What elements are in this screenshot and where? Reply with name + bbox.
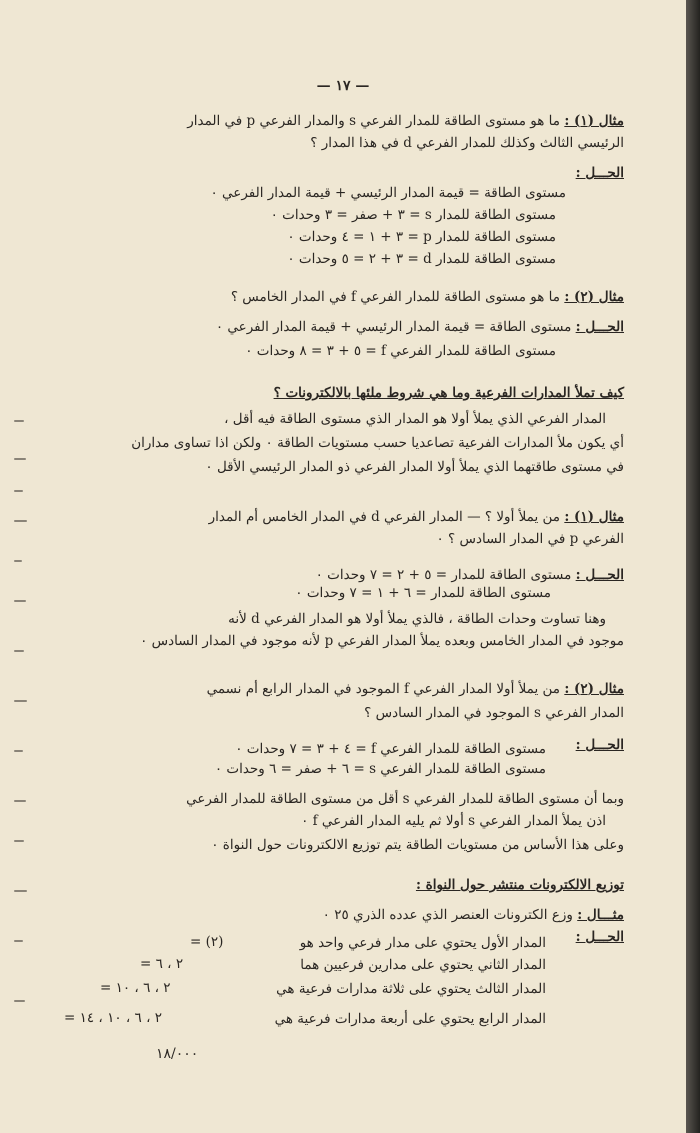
- example1-line: مستوى الطاقة للمدار p = ٣ + ١ = ٤ وحدات ٠: [287, 229, 556, 245]
- example3-conclusion-line: وهنا تساوت وحدات الطاقة ، فالذي يملأ أولا هو المدار الفرعي d لأنه: [228, 611, 606, 627]
- section2-line: المدار الرابع يحتوي على أربعة مدارات فرعية هي: [274, 1011, 546, 1027]
- example1-solution-label: الحـــل :: [575, 165, 624, 181]
- section1-paragraph-line: أي يكون ملأ المدارات الفرعية تصاعديا حسب مستويات الطاقة ٠ ولكن اذا تساوى مداران: [131, 435, 624, 451]
- example4-conclusion-line: وعلى هذا الأساس من مستويات الطاقة يتم توزيع الالكترونات حول النواة ٠: [211, 837, 624, 853]
- example1-line: مستوى الطاقة للمدار s = ٣ + صفر = ٣ وحدات ٠: [270, 207, 556, 223]
- footer-code: ١٨/٠٠٠: [156, 1046, 199, 1062]
- example3-line: الحـــل : مستوى الطاقة للمدار = ٥ + ٢ = ٧ وحدات ٠: [315, 567, 624, 583]
- section2-example: مثـــال : وزع الكترونات العنصر الذي عدده الذري ٢٥ ٠: [322, 907, 624, 923]
- example1-question-line1: مثال (١) : ما هو مستوى الطاقة للمدار الفرعي s والمدار الفرعي p في المدار: [187, 113, 624, 129]
- example1-line: مستوى الطاقة للمدار d = ٣ + ٢ = ٥ وحدات ٠: [287, 251, 556, 267]
- section1-paragraph-line: المدار الفرعي الذي يملأ أولا هو المدار الذي مستوى الطاقة فيه أقل ،: [224, 411, 606, 427]
- section2-solution-label: الحـــل :: [575, 929, 624, 945]
- example3-question-line2: الفرعي p في المدار السادس ؟ ٠: [436, 531, 624, 547]
- section2-value: = ٢ ، ٦ ، ١٠ ، ١٤: [64, 1010, 163, 1026]
- section2-value: = ٢ ، ٦: [140, 956, 184, 972]
- page-number: — ١٧ —: [316, 78, 370, 94]
- section2-example-label: مثـــال :: [577, 907, 624, 923]
- section2-value: = (٢): [190, 934, 224, 950]
- example4-solution-label: الحـــل :: [575, 737, 624, 753]
- example3-solution-label: الحـــل :: [575, 567, 624, 583]
- example4-question-line1: مثال (٢) : من يملأ أولا المدار الفرعي f الموجود في المدار الرابع أم نسمي: [206, 681, 624, 697]
- example1-question-line2: الرئيسي الثالث وكذلك للمدار الفرعي d في هذا المدار ؟: [310, 135, 624, 151]
- example2-line: مستوى الطاقة للمدار الفرعي f = ٥ + ٣ = ٨ وحدات ٠: [245, 343, 556, 359]
- example3-question-line1: مثال (١) : من يملأ أولا ؟ — المدار الفرعي d في المدار الخامس أم المدار: [208, 509, 624, 525]
- example3-line: مستوى الطاقة للمدار = ٦ + ١ = ٧ وحدات ٠: [295, 585, 551, 601]
- example2-label: مثال (٢) :: [564, 289, 624, 305]
- section2-heading: توزيع الالكترونات منتشر حول النواة :: [415, 877, 624, 893]
- left-margin-marks: [14, 420, 28, 1010]
- section1-paragraph-line: في مستوى طاقتهما الذي يملأ أولا المدار الفرعي ذو المدار الرئيسي الأقل ٠: [205, 459, 624, 475]
- section2-value: = ٢ ، ٦ ، ١٠: [100, 980, 171, 996]
- example3-label: مثال (١) :: [564, 509, 624, 525]
- example1-line: مستوى الطاقة = قيمة المدار الرئيسي + قيمة المدار الفرعي ٠: [210, 185, 566, 201]
- example2-line: الحـــل : مستوى الطاقة = قيمة المدار الرئيسي + قيمة المدار الفرعي ٠: [215, 319, 624, 335]
- example2-question: مثال (٢) : ما هو مستوى الطاقة للمدار الفرعي f في المدار الخامس ؟: [230, 289, 624, 305]
- example1-label: مثال (١) :: [564, 113, 624, 129]
- example4-conclusion-line: اذن يملأ المدار الفرعي s أولا ثم يليه المدار الفرعي f ٠: [301, 813, 606, 829]
- page-edge-shadow: [686, 0, 700, 1133]
- example4-conclusion-line: وبما أن مستوى الطاقة للمدار الفرعي s أقل من مستوى الطاقة للمدار الفرعي: [186, 791, 624, 807]
- example4-question-line2: المدار الفرعي s الموجود في المدار السادس ؟: [364, 705, 624, 721]
- example4-line: مستوى الطاقة للمدار الفرعي f = ٤ + ٣ = ٧ وحدات ٠: [235, 741, 546, 757]
- example4-line: مستوى الطاقة للمدار الفرعي s = ٦ + صفر = ٦ وحدات ٠: [214, 761, 546, 777]
- example3-conclusion-line: موجود في المدار الخامس وبعده يملأ المدار الفرعي p لأنه موجود في المدار السادس ٠: [140, 633, 624, 649]
- section1-heading: كيف تملأ المدارات الفرعية وما هي شروط ملئها بالالكترونات ؟: [273, 385, 624, 401]
- example4-label: مثال (٢) :: [564, 681, 624, 697]
- example2-solution-label: الحـــل :: [575, 319, 624, 335]
- section2-line: المدار الثاني يحتوي على مدارين فرعيين هما: [300, 957, 546, 973]
- section2-line: المدار الثالث يحتوي على ثلاثة مدارات فرعية هي: [276, 981, 546, 997]
- section2-line: المدار الأول يحتوي على مدار فرعي واحد هو: [299, 935, 546, 951]
